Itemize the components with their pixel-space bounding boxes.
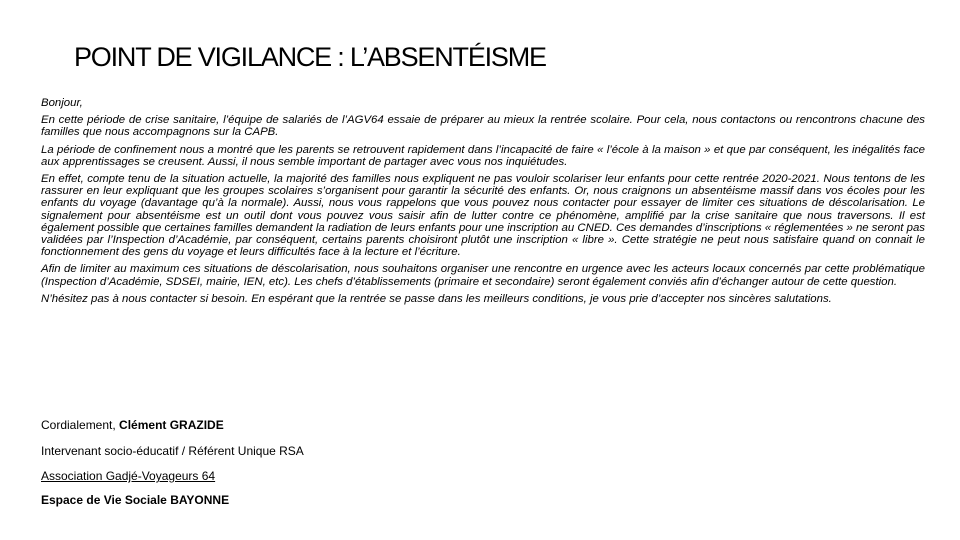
closing: Cordialement,	[41, 418, 116, 432]
organization-name: Association Gadjé-Voyageurs 64	[41, 469, 216, 483]
paragraph-2: La période de confinement nous a montré que les parents se retrouvent rapidement dans l’incapacité de faire « l’école à la maison » et que par conséquent, les inégalités face aux apprentissages se creusent. Aussi, il nous semble important de partager avec vous nos inquiétudes.	[41, 143, 925, 168]
organization-place: Espace de Vie Sociale BAYONNE	[41, 493, 230, 507]
greeting: Bonjour,	[41, 97, 83, 109]
signature-closing-line	[41, 418, 224, 432]
paragraph-1: En cette période de crise sanitaire, l’équipe de salariés de l’AGV64 essaie de préparer au mieux la rentrée scolaire. Pour cela, nous contactons ou rencontrons chacune des familles que nous accompagnons sur la CAPB.	[41, 114, 925, 139]
paragraph-3: En effet, compte tenu de la situation actuelle, la majorité des familles nous expliquent ne pas vouloir scolariser leur enfants pour cette rentrée 2020-2021. Nous tentons de les rassurer en leur expliquant que les groupes scolaires s’organisent pour garantir la sécurité des enfants. Or, nous craignons un absentéisme massif dans vos écoles pour les enfants du voyage (davantage qu’à la normale). Aussi, nous vous rappelons que vous pouvez nous contacter pour essayer de limiter ces situations de déscolarisation. Le signalement pour absentéisme est un outil dont vous pouvez vous saisir afin de lutter contre ce phénomène, amplifié par la crise sanitaire que nous traversons. Il est également possible que certaines familles demandent la radiation de leurs enfants pour une inscription au CNED. Ces demandes d’inscriptions « réglementées » ne seront pas validées par l’Inspection d’Académie, par conséquent, certains parents choisiront plutôt une inscription « libre ». Cette stratégie ne peut nous satisfaire quand on connait le fonctionnement des gens du voyage et leurs difficultés face à la lecture et l’écriture.	[41, 173, 925, 259]
page-title: POINT DE VIGILANCE : L’ABSENTÉISME	[74, 42, 546, 72]
signatory-role: Intervenant socio-éducatif / Référent Unique RSA	[41, 444, 304, 458]
paragraph-4: Afin de limiter au maximum ces situations de déscolarisation, nous souhaitons organiser une rencontre en urgence avec les acteurs locaux concernés par cette problématique (Inspection d’Académie, SDSEI, mairie, IEN, etc). Les chefs d’établissements (primaire et secondaire) seront également conviés afin d’échanger autour de cette question.	[41, 263, 925, 288]
paragraph-5: N’hésitez pas à nous contacter si besoin. En espérant que la rentrée se passe dans les meilleurs conditions, je vous prie d’accepter nos sincères salutations.	[41, 292, 832, 305]
signatory-name: Clément GRAZIDE	[119, 418, 224, 432]
letter-body	[41, 97, 925, 310]
